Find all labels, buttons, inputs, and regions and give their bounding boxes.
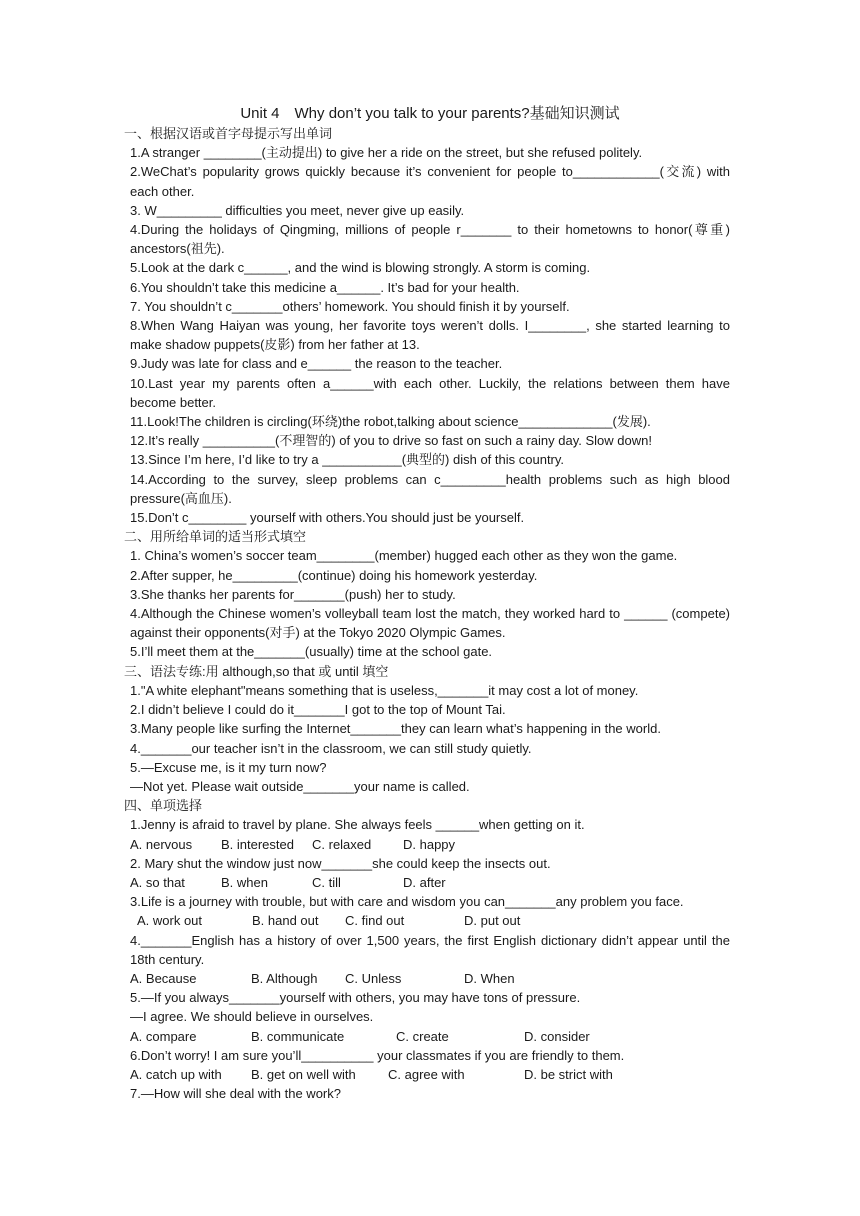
question-5	[130, 988, 730, 1046]
list-item: 1. China’s women’s soccer team________(member) hugged each other as they won the game.	[130, 548, 678, 564]
option-a: A. nervous	[130, 836, 193, 852]
question-stem: 6.Don’t worry! I am sure you’ll__________ your classmates if you are friendly to them.	[130, 1047, 625, 1063]
option-c: C. agree with	[388, 1066, 465, 1082]
list-item: 4.During the holidays of Qingming, millions of people r_______ to their hometowns to honor(尊重) ancestors(祖先).	[130, 222, 730, 257]
question-stem: 5.—If you always_______yourself with others, you may have tons of pressure.	[130, 990, 581, 1006]
option-d: D. after	[403, 874, 446, 890]
section-heading-3: 三、语法专练:用 although,so that 或 until 填空	[124, 663, 389, 679]
list-item: 3.She thanks her parents for_______(push) her to study.	[130, 586, 456, 602]
question-stem: 7.—How will she deal with the work?	[130, 1086, 341, 1102]
option-d: D. be strict with	[524, 1066, 613, 1082]
worksheet-page	[124, 104, 730, 1103]
list-item: 5.Look at the dark c______, and the wind is blowing strongly. A storm is coming.	[130, 260, 591, 276]
list-item: 4._______our teacher isn’t in the classroom, we can still study quietly.	[130, 740, 532, 756]
question-stem: 3.Life is a journey with trouble, but with care and wisdom you can_______any problem you face.	[130, 894, 684, 910]
list-item: 2.WeChat’s popularity grows quickly because it’s convenient for people to____________(交流) with each other.	[130, 164, 730, 199]
list-item: —Not yet. Please wait outside_______your name is called.	[130, 778, 470, 794]
list-item: 7. You shouldn’t c_______others’ homework. You should finish it by yourself.	[130, 298, 570, 314]
section-heading-4: 四、单项选择	[124, 798, 203, 814]
option-c: C. Unless	[345, 970, 402, 986]
list-item: 4.Although the Chinese women’s volleyball team lost the match, they worked hard to ______ (compete) against their opponents(对手) at the Tokyo 2020 Olympic Games.	[130, 606, 730, 641]
option-d: D. put out	[464, 913, 521, 929]
options-row	[130, 835, 730, 854]
question-stem: 4._______English has a history of over 1,500 years, the first English dictionary didn’t appear until the 18th century.	[130, 932, 730, 967]
list-item: 13.Since I’m here, I’d like to try a ___________(典型的) dish of this country.	[130, 452, 565, 468]
question-stem: 1.Jenny is afraid to travel by plane. She always feels ______when getting on it.	[130, 817, 585, 833]
options-row	[130, 1065, 730, 1084]
list-item: 3.Many people like surfing the Internet_______they can learn what’s happening in the world.	[130, 721, 661, 737]
option-b: B. hand out	[252, 913, 319, 929]
question-stem: 2. Mary shut the window just now_______she could keep the insects out.	[130, 855, 551, 871]
list-item: 14.According to the survey, sleep problems can c_________health problems such as high blood pressure(高血压).	[130, 471, 730, 506]
option-c: C. create	[396, 1028, 449, 1044]
question-2	[130, 854, 730, 892]
list-item: 10.Last year my parents often a______with each other. Luckily, the relations between them have become better.	[130, 375, 730, 410]
list-item: 1."A white elephant"means something that is useless,_______it may cost a lot of money.	[130, 682, 639, 698]
options-row	[130, 1027, 730, 1046]
list-item: 12.It’s really __________(不理智的) of you to drive so fast on such a rainy day. Slow down!	[130, 433, 652, 449]
option-b: B. Although	[251, 970, 318, 986]
list-item: 11.Look!The children is circling(环绕)the robot,talking about science_____________(发展).	[130, 414, 651, 430]
option-a: A. Because	[130, 970, 197, 986]
question-6	[130, 1046, 730, 1084]
option-d: D. When	[464, 970, 515, 986]
list-item: 2.I didn’t believe I could do it_______I got to the top of Mount Tai.	[130, 702, 506, 718]
list-item: 5.—Excuse me, is it my turn now?	[130, 759, 327, 775]
option-b: B. when	[221, 874, 268, 890]
list-item: 3. W_________ difficulties you meet, never give up easily.	[130, 202, 465, 218]
question-3	[130, 892, 730, 930]
question-1	[130, 815, 730, 853]
option-b: B. communicate	[251, 1028, 345, 1044]
list-item: 5.I’ll meet them at the_______(usually) time at the school gate.	[130, 644, 493, 660]
question-4	[130, 931, 730, 989]
option-c: C. relaxed	[312, 836, 372, 852]
list-item: 8.When Wang Haiyan was young, her favorite toys weren’t dolls. I________, she started learning to make shadow puppets(皮影) from her father at 13.	[130, 318, 730, 353]
list-item: 2.After supper, he_________(continue) doing his homework yesterday.	[130, 567, 538, 583]
option-c: C. find out	[345, 913, 405, 929]
options-row	[130, 911, 730, 930]
page-title: Unit 4 Why don’t you talk to your parents?基础知识测试	[240, 105, 620, 122]
list-item: 9.Judy was late for class and e______ the reason to the teacher.	[130, 356, 503, 372]
question-stem-reply: —I agree. We should believe in ourselves.	[130, 1009, 374, 1025]
option-a: A. catch up with	[130, 1066, 222, 1082]
list-item: 15.Don’t c________ yourself with others.You should just be yourself.	[130, 510, 525, 526]
option-d: D. happy	[403, 836, 456, 852]
options-row	[130, 873, 730, 892]
options-row	[130, 969, 730, 988]
option-a: A. work out	[137, 913, 203, 929]
option-c: C. till	[312, 874, 341, 890]
list-item: 1.A stranger ________(主动提出) to give her a ride on the street, but she refused politely.	[130, 145, 643, 161]
option-b: B. get on well with	[251, 1066, 356, 1082]
section-heading-2: 二、用所给单词的适当形式填空	[124, 529, 307, 545]
list-item: 6.You shouldn’t take this medicine a______. It’s bad for your health.	[130, 279, 520, 295]
option-a: A. so that	[130, 874, 185, 890]
question-7	[130, 1084, 730, 1103]
option-b: B. interested	[221, 836, 294, 852]
section-heading-1: 一、根据汉语或首字母提示写出单词	[124, 126, 333, 141]
option-d: D. consider	[524, 1028, 590, 1044]
option-a: A. compare	[130, 1028, 197, 1044]
